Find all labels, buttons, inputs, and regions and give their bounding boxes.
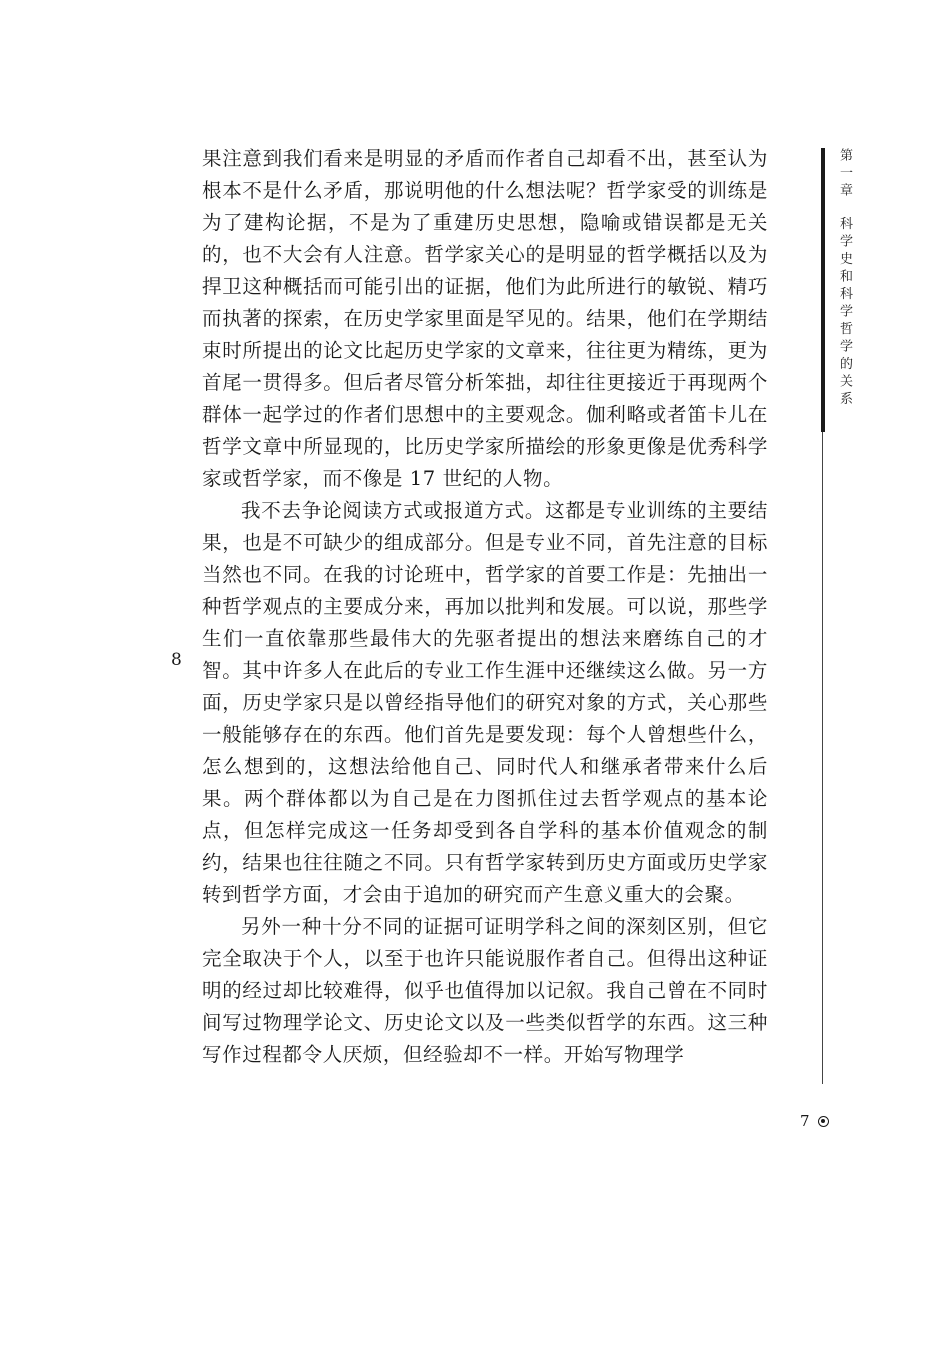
body-text xyxy=(202,143,768,1071)
running-head-title: 科学史和科学哲学的关系 xyxy=(837,216,852,409)
folio xyxy=(800,1110,829,1132)
paragraph-1: 果注意到我们看来是明显的矛盾而作者自己却看不出，甚至认为根本不是什么矛盾，那说明他的什么想法呢？哲学家受的训练是为了建构论据，不是为了重建历史思想，隐喻或错误都是无关的，也不大会有人注意。哲学家关心的是明显的哲学概括以及为捍卫这种概括而可能引出的证据，他们为此所进行的敏锐、精巧而执著的探索，在历史学家里面是罕见的。结果，他们在学期结束时所提出的论文比起历史学家的文章来，往往更为精练，更为首尾一贯得多。但后者尽管分析笨拙，却往往更接近于再现两个群体一起学过的作者们思想中的主要观念。伽利略或者笛卡儿在哲学文章中所显现的，比历史学家所描绘的形象更像是优秀科学家或哲学家，而不像是 17 世纪的人物。 xyxy=(202,147,768,490)
circled-dot-icon xyxy=(818,1116,829,1127)
side-rule-thin xyxy=(822,432,823,1084)
paragraph-3: 另外一种十分不同的证据可证明学科之间的深刻区别，但它完全取决于个人，以至于也许只能说服作者自己。但得出这种证明的经过却比较难得，似乎也值得加以记叙。我自己曾在不同时间写过物理学论文、历史论文以及一些类似哲学的东西。这三种写作过程都令人厌烦，但经验却不一样。开始写物理学 xyxy=(202,915,768,1066)
original-page-number: 8 xyxy=(171,650,182,670)
paragraph-2: 我不去争论阅读方式或报道方式。这都是专业训练的主要结果，也是不可缺少的组成部分。但是专业不同，首先注意的目标当然也不同。在我的讨论班中，哲学家的首要工作是：先抽出一种哲学观点的主要成分来，再加以批判和发展。可以说，那些学生们一直依靠那些最伟大的先驱者提出的想法来磨练自己的才智。其中许多人在此后的专业工作生涯中还继续这么做。另一方面，历史学家只是以曾经指导他们的研究对象的方式，关心那些一般能够存在的东西。他们首先是要发现：每个人曾想些什么，怎么想到的，这想法给他自己、同时代人和继承者带来什么后果。两个群体都以为自己是在力图抓住过去哲学观点的基本论点，但怎样完成这一任务却受到各自学科的基本价值观念的制约，结果也往往随之不同。只有哲学家转到历史方面或历史学家转到哲学方面，才会由于追加的研究而产生意义重大的会聚。 xyxy=(202,499,768,906)
side-rule-thick xyxy=(821,148,825,432)
running-head-chapter: 第一章 xyxy=(837,148,852,201)
running-head xyxy=(833,148,853,409)
page-number: 7 xyxy=(800,1112,810,1130)
